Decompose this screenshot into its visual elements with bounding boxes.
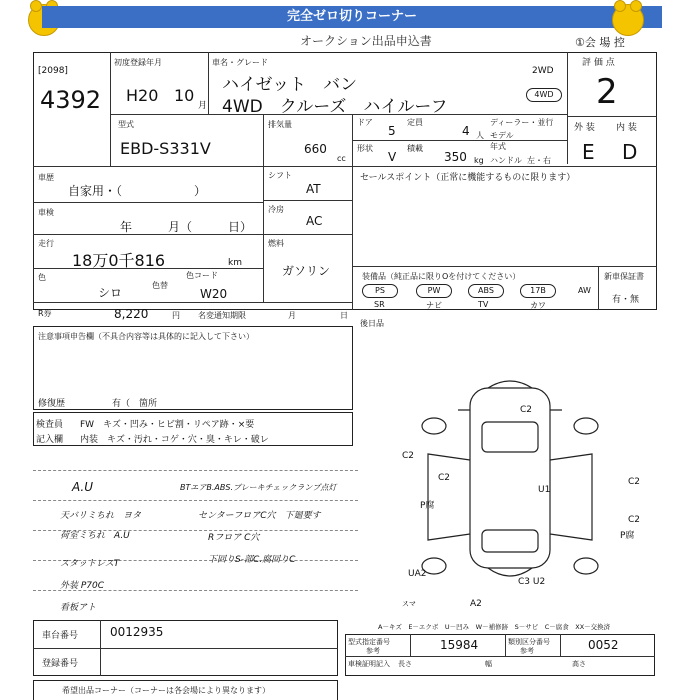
equip-navi: ナビ — [426, 301, 442, 310]
registration-label: 初度登録年月 — [114, 58, 162, 67]
displacement-unit: cc — [337, 154, 346, 163]
equip-tv: TV — [478, 300, 489, 309]
history-value: 自家用・（ ） — [68, 184, 207, 198]
color-code-label: 色コード — [186, 271, 218, 280]
diagram-label-suma: スマ — [402, 600, 416, 608]
color-code-value: W20 — [200, 287, 228, 301]
history-label: 車歴 — [38, 173, 54, 182]
shape-value: V — [388, 150, 397, 164]
approval-sub: 参考 — [366, 647, 380, 655]
load-value: 350 — [444, 150, 467, 164]
r-ticket-label: R券 — [38, 309, 52, 318]
mileage-label: 走行 — [38, 239, 54, 248]
inspector-label: 検査員 — [36, 420, 64, 430]
lot-code: [2098] — [38, 66, 68, 76]
diagram-label-c2-right-2: C2 — [628, 515, 641, 525]
inspection-label: 車検 — [38, 208, 54, 217]
notice-day: 日 — [340, 311, 348, 320]
displacement-value: 660 — [304, 142, 327, 156]
hand-right-2: センターフロアC穴 下廻要す — [198, 511, 321, 521]
venue-label: ①会 場 控 — [575, 36, 625, 49]
load-label: 積載 — [407, 144, 423, 153]
model-grade: 4WD クルーズ ハイルーフ — [222, 97, 448, 117]
fuel-label: 燃料 — [268, 239, 284, 248]
model-name: ハイゼット バン — [222, 75, 358, 95]
selling-points-label: セールスポイント（正常に機能するものに限ります） — [360, 173, 576, 183]
r-ticket-value: 8,220 — [114, 307, 149, 321]
dealer-label: ディーラー・並行 — [490, 118, 554, 127]
cert-width-label: 幅 — [485, 660, 492, 668]
lot-number: 4392 — [40, 86, 102, 114]
score-label: 評 価 点 — [582, 58, 615, 68]
header-partial-title: オークション出品申込書 — [300, 34, 432, 48]
model-label: 車名・グレード — [212, 58, 268, 67]
shape-label: 形状 — [357, 144, 373, 153]
capacity-value: 4 — [462, 124, 470, 138]
notice-label: 名変通知期限 — [198, 311, 246, 320]
diagram-label-pfu-right: P腐 — [620, 531, 635, 541]
register-label: 登録番号 — [42, 659, 79, 669]
score-exterior: E — [582, 140, 595, 164]
equip-ps: PS — [362, 284, 398, 298]
shift-value: AT — [306, 182, 321, 196]
category-value: 0052 — [588, 638, 619, 652]
color-value: シロ — [98, 286, 123, 300]
chassis-label: 車台番号 — [42, 631, 79, 641]
new-warranty-label: 新車保証書 — [604, 272, 644, 281]
drive-4wd: 4WD — [526, 88, 562, 102]
drive-2wd: 2WD — [532, 66, 554, 76]
category-label: 類別区分番号 — [508, 638, 550, 646]
color-change-label: 色替 — [152, 281, 168, 290]
mascot-right-icon — [612, 4, 644, 36]
hand-right-4: 下回りS-部C.腐回りC — [208, 555, 296, 565]
equip-aw: AW — [578, 286, 591, 295]
mileage-unit: km — [228, 258, 242, 268]
doors-value: 5 — [388, 124, 396, 138]
diagram-label-c2-top: C2 — [520, 405, 533, 415]
recorder-label: 記入欄 — [36, 435, 64, 445]
capacity-label: 定員 — [407, 118, 423, 127]
notice-month: 月 — [288, 311, 296, 320]
new-warranty-value: 有・無 — [612, 295, 640, 305]
chassis-value: 0012935 — [110, 625, 164, 639]
approval-label: 型式指定番号 — [348, 638, 390, 646]
score-interior-label: 内 装 — [616, 123, 637, 133]
equip-abs: ABS — [468, 284, 504, 298]
certificate-label: 車検証明記入 — [348, 660, 390, 668]
registration-era-year: H20 — [126, 86, 159, 105]
approval-value: 15984 — [440, 638, 479, 652]
handle-label: ハンドル — [490, 156, 522, 165]
damage-diagram — [358, 330, 658, 620]
diagram-label-ua2: UA2 — [408, 569, 427, 579]
r-ticket-unit: 円 — [172, 311, 180, 320]
diagram-label-c2-left: C2 — [402, 451, 415, 461]
diagram-label-a2: A2 — [470, 599, 482, 609]
handle-value: 左・右 — [527, 156, 551, 165]
mileage-value: 18万0千816 — [72, 251, 166, 270]
displacement-label: 排気量 — [268, 120, 292, 129]
diagram-label-u1: U1 — [538, 485, 551, 495]
type-value: EBD-S331V — [120, 139, 211, 158]
equip-leather: カワ — [530, 301, 546, 310]
color-label: 色 — [38, 273, 46, 282]
fw-line: FW キズ・凹み・ヒビ割・リペア跡・×要 — [80, 420, 255, 430]
diagram-label-pfu-left: P腐 — [420, 501, 435, 511]
wish-corner-label: 希望出品コーナー（コーナーは各会場により異なります） — [62, 686, 270, 695]
hand-left-5: 外装 P70C — [60, 581, 105, 591]
load-unit: kg — [474, 156, 484, 165]
registration-month-unit: 月 — [198, 101, 208, 111]
score-value: 2 — [596, 72, 618, 112]
later-items-label: 後日品 — [360, 319, 384, 328]
repair-label: 修復歴 — [38, 399, 66, 409]
score-interior: D — [622, 140, 638, 164]
shift-label: シフト — [268, 171, 292, 180]
inspection-value: 年 月（ 日） — [120, 220, 253, 234]
equip-sr: SR — [374, 300, 385, 309]
diagram-legend: A－キズ E－エクボ U－凹み W－補修跡 S－サビ C－腐食 XX－交換済 — [378, 623, 611, 631]
cert-height-label: 高さ — [572, 660, 586, 668]
cooling-label: 冷房 — [268, 205, 284, 214]
hand-left-3: 荷室ミちれ A.U — [60, 531, 130, 541]
hand-left-6: 看板アト — [60, 603, 97, 613]
category-sub: 参考 — [520, 647, 534, 655]
cert-length-label: 長さ — [398, 660, 412, 668]
score-exterior-label: 外 装 — [574, 123, 595, 133]
capacity-unit: 人 — [476, 131, 484, 140]
diagram-label-c3u2: C3 U2 — [518, 577, 546, 587]
notes-label: 注意事項申告欄（不具合内容等は具体的に記入して下さい） — [38, 332, 254, 341]
hand-right-1: BTエアB.ABS.ブレーキチェックランプ点灯 — [180, 483, 337, 492]
hand-left-1: A.U — [72, 480, 94, 494]
equip-17b: 17B — [520, 284, 556, 298]
repair-value: 有（ 箇所 — [112, 399, 158, 409]
doors-label: ドア — [357, 118, 373, 127]
hand-left-2: 天バリミちれ ヨタ — [60, 511, 142, 521]
registration-month: 10 — [174, 86, 195, 105]
equipment-label: 装備品（純正品に限りOを付けてください） — [362, 272, 521, 281]
type-label: 型式 — [118, 120, 134, 129]
hand-right-3: Rフロア C穴 — [208, 533, 260, 543]
fuel-value: ガソリン — [282, 264, 331, 278]
model-year-label: モデル年式 — [490, 131, 514, 151]
diagram-label-c2-right: C2 — [628, 477, 641, 487]
cooling-value: AC — [306, 214, 323, 228]
equip-pw: PW — [416, 284, 452, 298]
hand-left-4: スタットレスT — [60, 559, 120, 569]
banner-title: 完全ゼロ切りコーナー — [42, 6, 662, 28]
diagram-label-c2-mid: C2 — [438, 473, 451, 483]
interior-line: 内装 キズ・汚れ・コゲ・穴・臭・キレ・破レ — [80, 435, 269, 445]
